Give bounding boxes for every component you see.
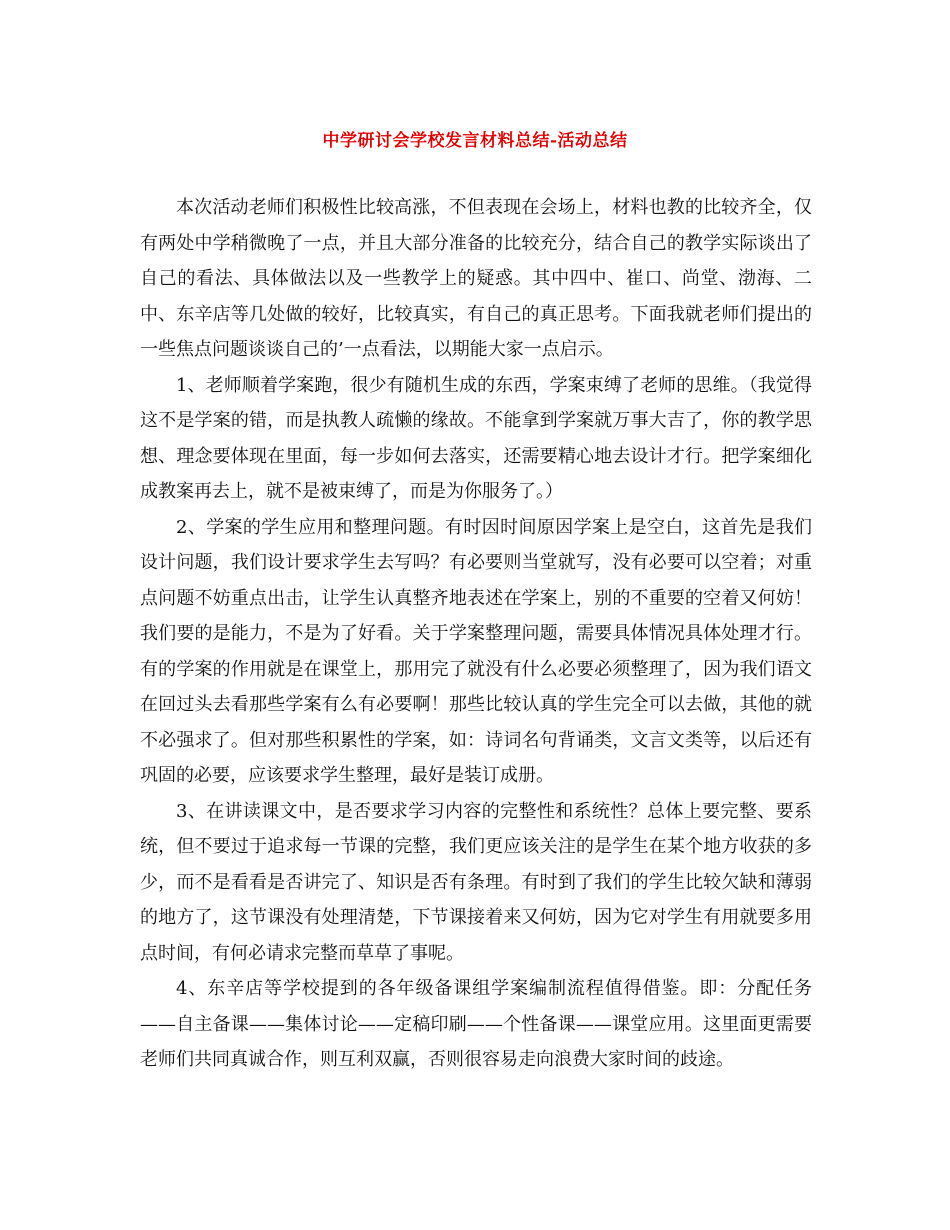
- paragraph-point-2: 2、学案的学生应用和整理问题。有时因时间原因学案上是空白，这首先是我们设计问题，我们设计要求学生去写吗？有必要则当堂就写，没有必要可以空着；对重点问题不妨重点出击，让学生认真整齐地表述在学案上，别的不重要的空着又何妨！我们要的是能力，不是为了好看。关于学案整理问题，需要具体情况具体处理才行。有的学案的作用就是在课堂上，那用完了就没有什么必要必须整理了，因为我们语文在回过头去看那些学案有么有必要啊！那些比较认真的学生完全可以去做，其他的就不必强求了。但对那些积累性的学案，如：诗词名句背诵类，文言文类等，以后还有巩固的必要，应该要求学生整理，最好是装订成册。: [140, 516, 812, 786]
- document-title: 中学研讨会学校发言材料总结-活动总结: [322, 131, 628, 151]
- document-body: [140, 190, 812, 1078]
- paragraph-point-1: 1、老师顺着学案跑，很少有随机生成的东西，学案束缚了老师的思维。（我觉得这不是学案的错，而是执教人疏懒的缘故。不能拿到学案就万事大吉了，你的教学思想、理念要体现在里面，每一步如何去落实，还需要精心地去设计才行。把学案细化成教案再去上，就不是被束缚了，而是为你服务了。）: [140, 374, 812, 502]
- paragraph-intro: 本次活动老师们积极性比较高涨，不但表现在会场上，材料也教的比较齐全，仅有两处中学稍微晚了一点，并且大部分准备的比较充分，结合自己的教学实际谈出了自己的看法、具体做法以及一些教学上的疑惑。其中四中、崔口、尚堂、渤海、二中、东辛店等几处做的较好，比较真实，有自己的真正思考。下面我就老师们提出的一些焦点问题谈谈自己的’一点看法，以期能大家一点启示。: [140, 197, 812, 360]
- paragraph-point-4: 4、东辛店等学校提到的各年级备课组学案编制流程值得借鉴。即：分配任务——自主备课——集体讨论——定稿印刷——个性备课——课堂应用。这里面更需要老师们共同真诚合作，则互利双赢，否则很容易走向浪费大家时间的歧途。: [140, 978, 812, 1070]
- paragraph-point-3: 3、在讲读课文中，是否要求学习内容的完整性和系统性？总体上要完整、要系统，但不要过于追求每一节课的完整，我们更应该关注的是学生在某个地方收获的多少，而不是看看是否讲完了、知识是否有条理。有时到了我们的学生比较欠缺和薄弱的地方了，这节课没有处理清楚，下节课接着来又何妨，因为它对学生有用就要多用点时间，有何必请求完整而草草了事呢。: [140, 800, 812, 964]
